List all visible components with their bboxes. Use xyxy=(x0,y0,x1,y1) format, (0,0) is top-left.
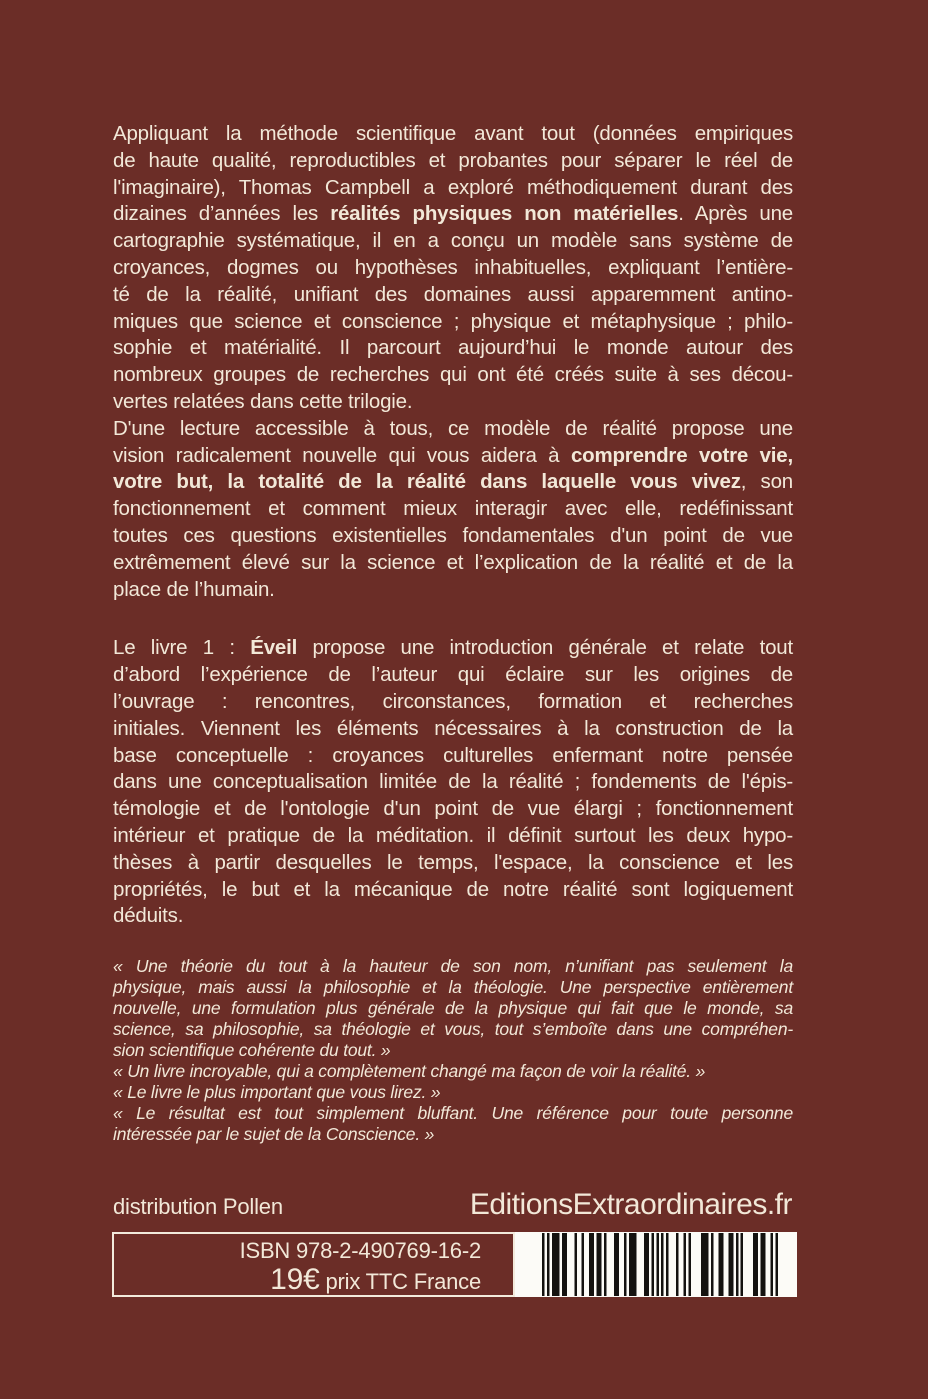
paragraph xyxy=(113,635,793,930)
text-line: « Le livre le plus important que vous lirez. » xyxy=(113,1082,441,1102)
paragraph xyxy=(113,956,793,1061)
text-line: « Le résultat est tout simplement bluffant. Une référence pour toute personne xyxy=(113,1103,793,1123)
text-line: toutes ces questions existentielles fondamentales d'un point de vue xyxy=(113,523,793,547)
text-line: Appliquant la méthode scientifique avant tout (données empiriques xyxy=(113,122,793,145)
synopsis-text xyxy=(113,121,793,930)
text-line: Le livre 1 : Éveil propose une introduction générale et relate tout xyxy=(113,636,793,660)
text-line: déduits. xyxy=(113,904,184,928)
text-line: vertes relatées dans cette trilogie. xyxy=(113,389,413,413)
text-line: science, sa philosophie, sa théologie et vous, tout s’emboîte dans une compréhen- xyxy=(113,1019,793,1039)
price-line xyxy=(114,1265,481,1297)
isbn-box xyxy=(112,1232,515,1297)
text-line: vision radicalement nouvelle qui vous aidera à comprendre votre vie, xyxy=(113,443,794,467)
paragraph xyxy=(113,1061,793,1082)
paragraph xyxy=(113,121,793,416)
text-line: place de l’humain. xyxy=(113,577,275,601)
text-line: propriétés, le but et la mécanique de notre réalité sont logiquement xyxy=(113,877,793,901)
text-line: dans une conceptualisation limitée de la réalité ; fondements de l'épis- xyxy=(113,770,793,794)
text-line: votre but, la totalité de la réalité dans laquelle vous vivez, son xyxy=(113,470,793,494)
price-suffix: prix TTC France xyxy=(319,1269,481,1294)
text-line: témologie et de l'ontologie d'un point de vue élargi ; fonctionnement xyxy=(113,797,793,821)
text-line: dizaines d’années les réalités physiques non matérielles. Après une xyxy=(113,202,793,226)
barcode-bars xyxy=(542,1233,778,1296)
distributor-label: distribution Pollen xyxy=(113,1194,283,1219)
text-line: nouvelle, une formulation plus générale de la physique qui fait que le monde, sa xyxy=(113,998,793,1018)
price-value: 19€ xyxy=(270,1263,320,1296)
text-line: fonctionnement et comment mieux interagir avec elle, redéfinissant xyxy=(113,497,793,521)
review-quotes xyxy=(113,956,793,1145)
text-line: de haute qualité, reproductibles et probantes pour séparer le réel de xyxy=(113,148,793,172)
publisher-website: EditionsExtraordinaires.fr xyxy=(469,1188,792,1221)
footer-row xyxy=(113,1188,792,1222)
text-line: D'une lecture accessible à tous, ce modèle de réalité propose une xyxy=(113,416,793,440)
isbn-number: ISBN 978-2-490769-16-2 xyxy=(239,1238,481,1263)
text-line: sophie et matérialité. Il parcourt aujourd’hui le monde autour des xyxy=(113,336,793,360)
text-line: miques que science et conscience ; physique et métaphysique ; philo- xyxy=(113,309,793,333)
barcode xyxy=(515,1232,797,1297)
text-line: sion scientifique cohérente du tout. » xyxy=(113,1040,391,1060)
text-line: nombreux groupes de recherches qui ont été créés suite à ses décou- xyxy=(113,363,793,387)
text-line: initiales. Viennent les éléments nécessaires à la construction de la xyxy=(113,716,793,740)
text-line: thèses à partir desquelles le temps, l'espace, la conscience et les xyxy=(113,850,793,874)
text-line: croyances, dogmes ou hypothèses inhabituelles, expliquant l’entière- xyxy=(113,255,793,279)
text-line: intérieur et pratique de la méditation. il définit surtout les deux hypo- xyxy=(113,823,793,847)
text-line: « Une théorie du tout à la hauteur de son nom, n’unifiant pas seulement la xyxy=(113,956,793,976)
text-line: l'imaginaire), Thomas Campbell a exploré méthodiquement durant des xyxy=(113,175,793,199)
text-line: té de la réalité, unifiant des domaines aussi apparemment antino- xyxy=(113,282,793,306)
isbn-barcode-row xyxy=(112,1232,797,1297)
paragraph xyxy=(113,1103,793,1145)
text-line: d’abord l’expérience de l’auteur qui éclaire sur les origines de xyxy=(113,663,793,687)
text-line: extrêmement élevé sur la science et l’explication de la réalité et de la xyxy=(113,550,793,574)
text-line: l’ouvrage : rencontres, circonstances, formation et recherches xyxy=(113,689,793,713)
text-line: base conceptuelle : croyances culturelles enfermant notre pensée xyxy=(113,743,793,767)
text-line: physique, mais aussi la philosophie et la théologie. Une perspective entièrement xyxy=(113,977,793,997)
text-line: « Un livre incroyable, qui a complètement changé ma façon de voir la réalité. » xyxy=(113,1061,706,1081)
text-line: cartographie systématique, il en a conçu un modèle sans système de xyxy=(113,229,793,253)
paragraph xyxy=(113,1082,793,1103)
text-line: intéressée par le sujet de la Conscience. » xyxy=(113,1124,435,1144)
paragraph xyxy=(113,416,793,604)
